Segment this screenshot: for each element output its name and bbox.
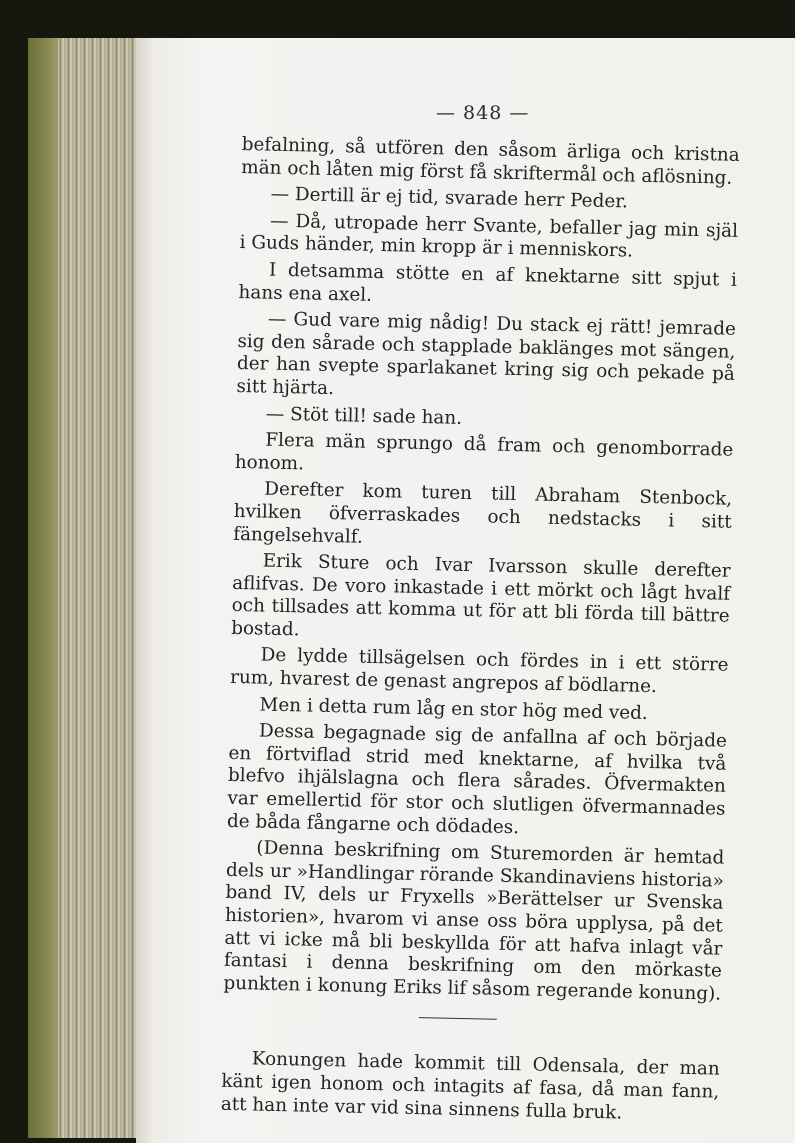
- paragraph: — Då, utropade herr Svante, befaller jag min själ i Guds händer, min kropp är i menniskors.: [239, 210, 739, 262]
- body-text: [220, 134, 739, 1131]
- paragraph: Flera män sprungo då fram och genomborrade honom.: [234, 429, 734, 475]
- paragraph: Dessa begagnade sig de anfallna af och började en förtviflad strid med knektarne, af hvilka två blefvo ihjälslagna och flera sårades. Öfvermakten var emellertid för stor och slutligen öfvermannades de båda fångarne och dödades.: [226, 720, 728, 838]
- paragraph: De lydde tillsägelsen och fördes in i ett större rum, hvarest de genast angrepos af bödlarne.: [229, 645, 729, 698]
- paragraph: I detsamma stötte en af knektarne sitt spjut i hans ena axel.: [238, 259, 738, 306]
- page-number: — 848 —: [436, 102, 530, 124]
- book-page: [136, 38, 795, 1143]
- paragraph: (Denna beskrifning om Sturemorden är hemtad dels ur »Handlingar rörande Skandinaviens historia» band IV, dels ur Fryxells »Berättelser ur Svenska historien», hvarom vi anse oss böra upplysa, på det att vi icke må bli beskyllda för att hafva inlagt vår fantasi i denna beskrifning om den mörkaste punkten i konung Eriks lif såsom regerande konung).: [223, 837, 725, 1005]
- paragraph: Men i detta rum låg en stor hög med ved.: [259, 694, 648, 724]
- paragraph: Derefter kom turen till Abraham Stenbock, hvilken öfverraskades och nedstacks i sitt fängelsehvalf.: [233, 478, 733, 548]
- paragraph: Konungen hade kommit till Odensala, der man känt igen honom och intagits af fasa, då man fann, att han inte var vid sina sinnens fulla bruk.: [220, 1048, 720, 1124]
- paragraph: Erik Sture och Ivar Ivarsson skulle derefter aflifvas. De voro inkastade i ett mörkt och lågt hvalf och tillsades att komma ut för att bli förda till bättre bostad.: [230, 550, 731, 641]
- paragraph: — Gud vare mig nådig! Du stack ej rätt! jemrade sig den sårade och stapplade baklänges mot sängen, der han svepte sparlakanet kring sig och pekade på sitt hjärta.: [236, 308, 737, 400]
- section-divider: [419, 1017, 497, 1020]
- paragraph: befalning, så utfören den såsom ärliga och kristna män och låten mig först få skriftermål och aflösning.: [241, 134, 740, 189]
- paragraph: — Dertill är ej tid, svarade herr Peder.: [270, 183, 629, 213]
- paragraph: — Stöt till! sade han.: [265, 403, 463, 429]
- book-spine: [28, 38, 58, 1138]
